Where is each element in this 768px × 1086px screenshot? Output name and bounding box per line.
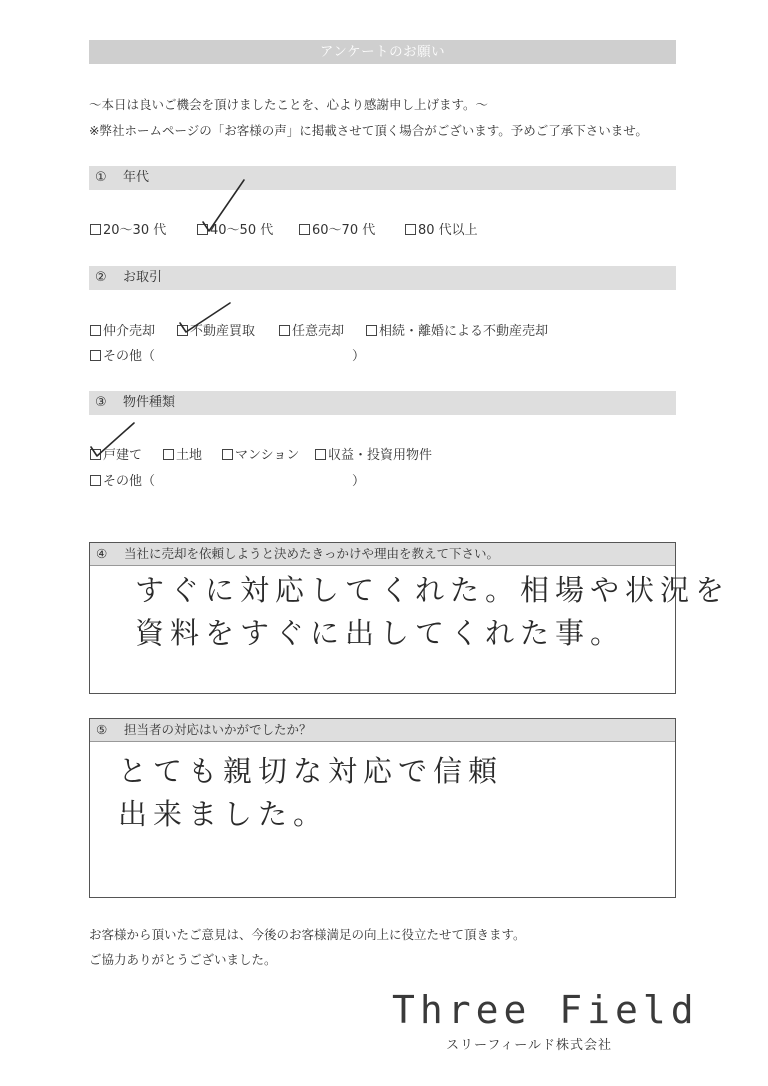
q3-option[interactable]: 土地: [163, 444, 202, 463]
checkbox[interactable]: [315, 449, 326, 460]
checkbox[interactable]: [366, 325, 377, 336]
q1-option[interactable]: 60～70 代: [299, 219, 375, 238]
checkbox[interactable]: [197, 224, 208, 235]
q5-label: 担当者の対応はいかがでしたか？: [124, 722, 312, 737]
q2-header: [89, 266, 676, 290]
q4-answer-line2: 資料をすぐに出してくれた事。: [135, 616, 626, 650]
checkbox[interactable]: [90, 325, 101, 336]
q2-option[interactable]: 不動産買取: [177, 320, 255, 339]
q1-option[interactable]: 20～30 代: [90, 219, 166, 238]
q2-number: ②: [95, 270, 107, 285]
intro-thanks: ～本日は良いご機会を頂けましたことを、心より感謝申し上げます。～: [89, 97, 489, 112]
q1-label: 年代: [123, 170, 150, 185]
checkbox[interactable]: [279, 325, 290, 336]
q2-label: お取引: [123, 270, 163, 285]
q4-answer-line1: すぐに対応してくれた。相場や状況を: [135, 573, 731, 607]
q1-option[interactable]: 40～50 代: [197, 219, 273, 238]
checkbox[interactable]: [299, 224, 310, 235]
q5-answer-line1: とても親切な対応で信頼: [118, 754, 504, 788]
q4-label: 当社に売却を依頼しようと決めたきっかけや理由を教えて下さい。: [124, 546, 500, 561]
checkbox[interactable]: [177, 325, 188, 336]
checkbox[interactable]: [90, 224, 101, 235]
q2-option[interactable]: 相続・離婚による不動産売却: [366, 320, 548, 339]
intro-notice: ※弊社ホームページの「お客様の声」に掲載させて頂く場合がございます。予めご了承下さいませ。: [89, 123, 648, 138]
q4-number: ④: [96, 546, 108, 561]
checkbox[interactable]: [90, 350, 101, 361]
checkbox[interactable]: [405, 224, 416, 235]
footer-thanks: ご協力ありがとうございました。: [89, 952, 277, 967]
q3-number: ③: [95, 395, 107, 410]
company-logo: Three Field: [392, 988, 699, 1032]
q2-other[interactable]: その他（ ）: [90, 345, 155, 364]
q4-header: [90, 543, 675, 566]
checkbox[interactable]: [90, 449, 101, 460]
footer-note: お客様から頂いたご意見は、今後のお客様満足の向上に役立たせて頂きます。: [89, 927, 526, 942]
q3-header: [89, 391, 676, 415]
q3-option[interactable]: 戸建て: [90, 444, 142, 463]
q1-option[interactable]: 80 代以上: [405, 219, 478, 238]
q5-answer-line2: 出来ました。: [118, 797, 329, 831]
checkbox[interactable]: [90, 475, 101, 486]
q3-other[interactable]: その他（ ）: [90, 470, 155, 489]
q1-header: [89, 166, 676, 190]
q2-option[interactable]: 仲介売却: [90, 320, 155, 339]
checkbox[interactable]: [163, 449, 174, 460]
checkbox[interactable]: [222, 449, 233, 460]
company-name: スリーフィールド株式会社: [446, 1038, 613, 1053]
q5-number: ⑤: [96, 722, 108, 737]
q2-option[interactable]: 任意売却: [279, 320, 344, 339]
q3-label: 物件種類: [123, 395, 176, 410]
q5-header: [90, 719, 675, 742]
q1-number: ①: [95, 170, 107, 185]
survey-title: アンケートのお願い: [89, 40, 676, 64]
q3-option[interactable]: マンション: [222, 444, 299, 463]
q3-option[interactable]: 収益・投資用物件: [315, 444, 432, 463]
